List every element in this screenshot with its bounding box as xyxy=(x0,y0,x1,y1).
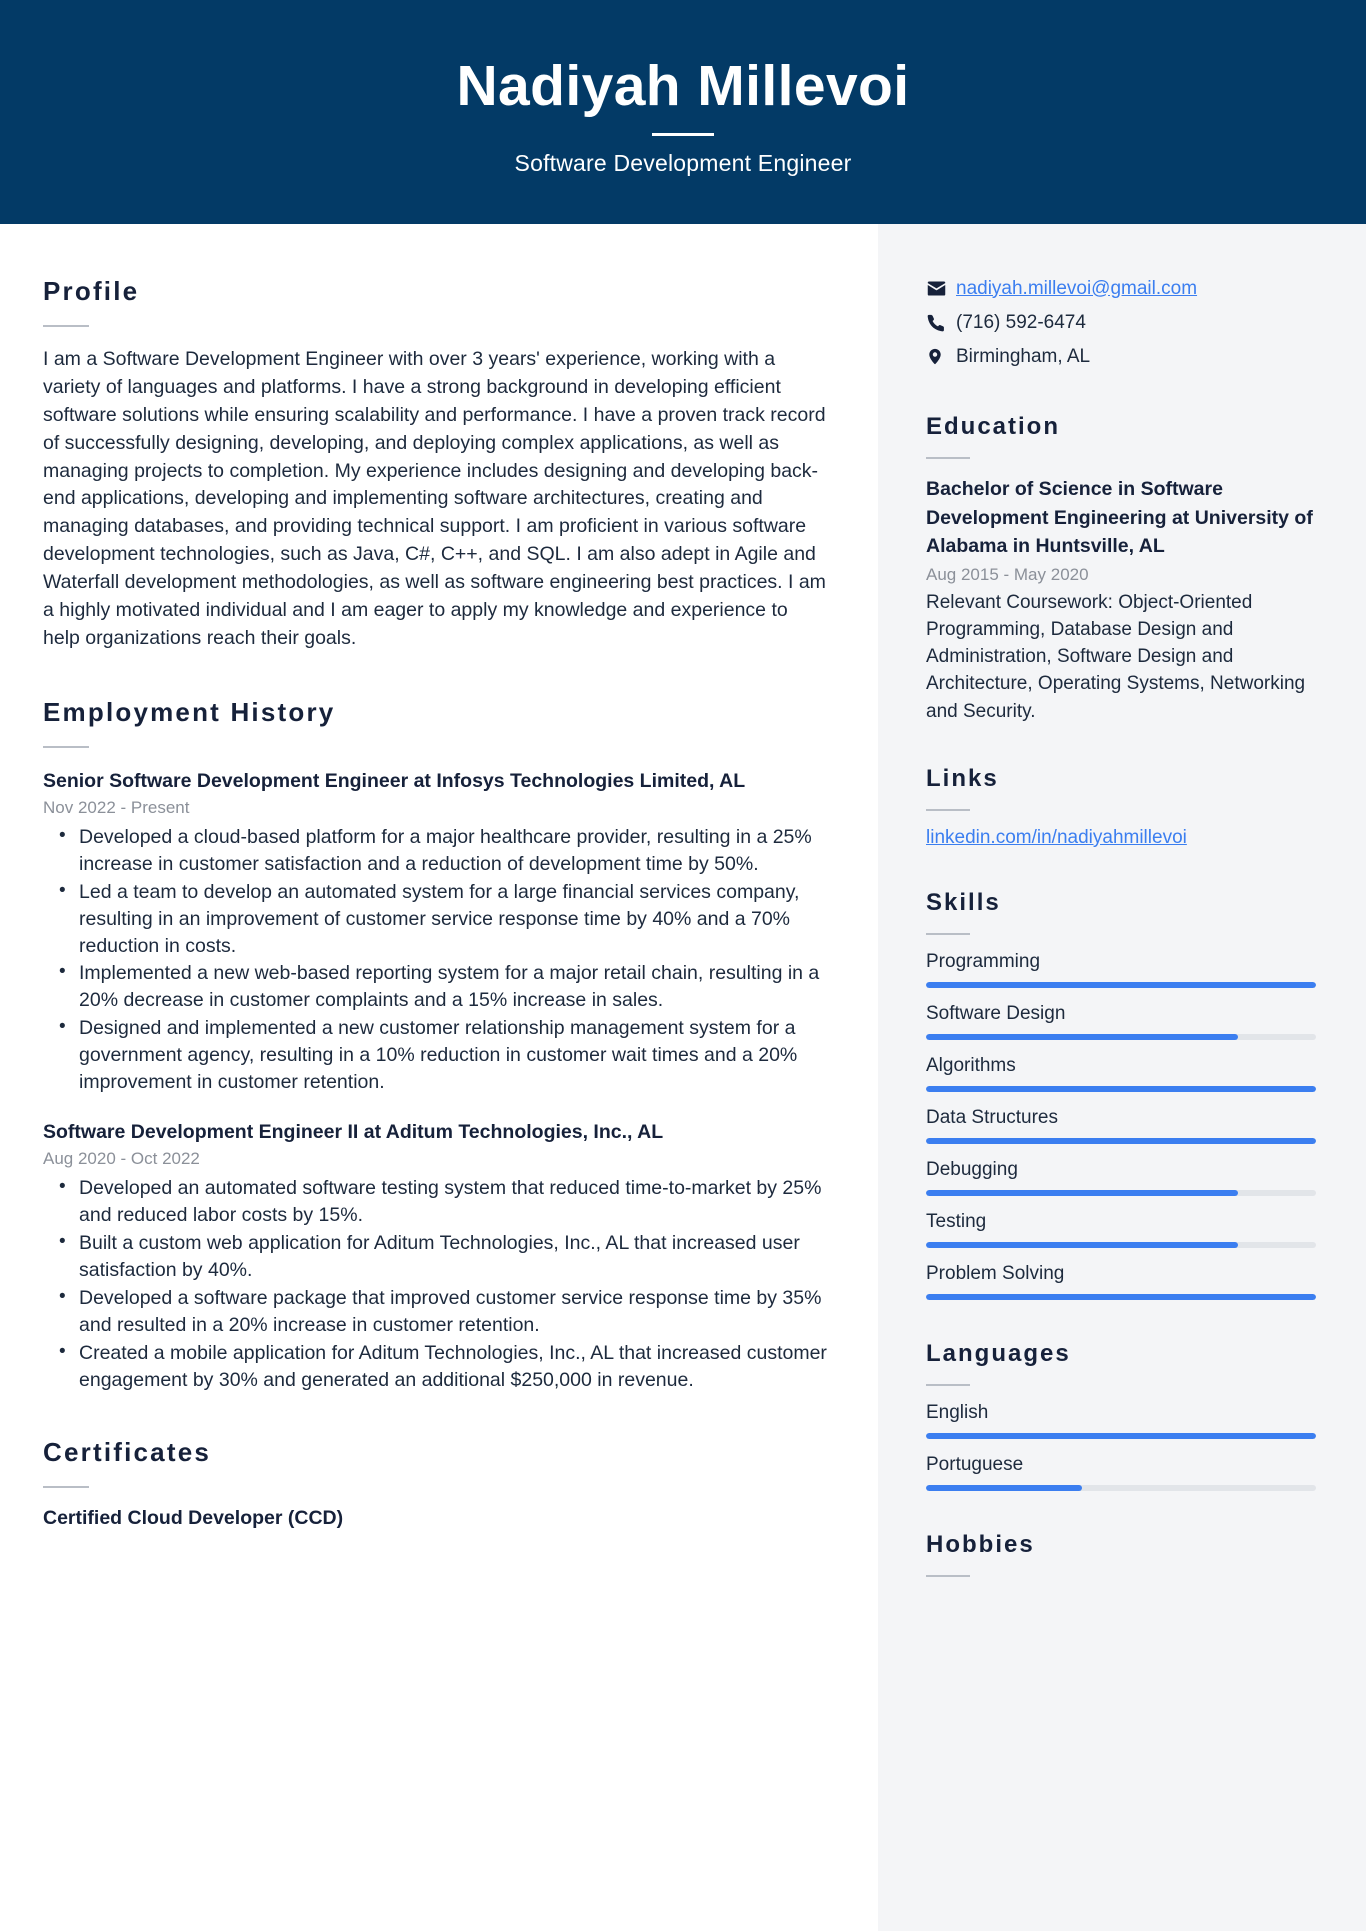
employment-entry xyxy=(43,767,828,1096)
section-languages xyxy=(926,1340,1316,1491)
main-column xyxy=(0,224,878,1931)
section-rule xyxy=(926,1384,970,1386)
employment-title: Senior Software Development Engineer at Infosys Technologies Limited, AL xyxy=(43,769,746,792)
employment-bullet-list xyxy=(43,824,828,1096)
skill-label: Debugging xyxy=(926,1158,1018,1180)
language-label: English xyxy=(926,1401,989,1423)
skill-meter xyxy=(926,1190,1316,1196)
section-rule xyxy=(43,325,89,327)
section-rule xyxy=(926,1575,970,1577)
skill-meter-fill xyxy=(926,982,1316,988)
education-dates: Aug 2015 - May 2020 xyxy=(926,564,1089,584)
language-meter-fill xyxy=(926,1433,1316,1439)
skill-row xyxy=(926,1003,1316,1040)
contact-location-text: Birmingham, AL xyxy=(956,345,1091,367)
employment-bullet-list xyxy=(43,1175,828,1393)
language-label: Portuguese xyxy=(926,1453,1024,1475)
skill-row xyxy=(926,1107,1316,1144)
section-rule xyxy=(43,1486,89,1488)
section-employment-history xyxy=(43,697,828,1394)
employment-dates: Aug 2020 - Oct 2022 xyxy=(43,1149,200,1169)
skill-meter-fill xyxy=(926,1294,1316,1300)
resume-header xyxy=(0,0,1366,224)
header-job-title: Software Development Engineer xyxy=(514,149,852,176)
list-item: • Led a team to develop an automated system for a large financial services company, resulting in an improvement of customer service response time by 40% and a 70% reduction in costs. xyxy=(43,879,828,960)
section-heading-certificates: Certificates xyxy=(43,1437,212,1468)
certificate-name: Certified Cloud Developer (CCD) xyxy=(43,1507,344,1530)
skill-label: Programming xyxy=(926,950,1041,972)
list-item: • Developed a software package that improved customer service response time by 35% and resulted in a 20% increase in customer retention. xyxy=(43,1285,828,1339)
sidebar-column xyxy=(878,224,1366,1931)
skill-meter-fill xyxy=(926,1138,1316,1144)
contact-list xyxy=(926,276,1316,369)
skill-meter-fill xyxy=(926,1034,1238,1040)
skill-label: Data Structures xyxy=(926,1106,1058,1128)
section-heading-employment: Employment History xyxy=(43,696,336,727)
list-item: • Designed and implemented a new customer relationship management system for a government agency, resulting in a 10% reduction in customer wait times and a 20% improvement in customer retention. xyxy=(43,1015,828,1096)
skill-row xyxy=(926,951,1316,988)
list-item: • Developed a cloud-based platform for a major healthcare provider, resulting in a 25% increase in customer satisfaction and a reduction of development time by 50%. xyxy=(43,824,828,878)
phone-icon xyxy=(926,313,952,333)
skill-meter-fill xyxy=(926,1242,1238,1248)
contact-row-email xyxy=(926,276,1316,301)
section-skills xyxy=(926,889,1316,1300)
skill-meter xyxy=(926,1034,1316,1040)
list-item: • Created a mobile application for Aditum Technologies, Inc., AL that increased customer engagement by 30% and generated an additional $250,000 in revenue. xyxy=(43,1340,828,1394)
employment-title: Software Development Engineer II at Aditum Technologies, Inc., AL xyxy=(43,1120,664,1143)
list-item: • Developed an automated software testing system that reduced time-to-market by 25% and reduced labor costs by 15%. xyxy=(43,1175,828,1229)
header-divider xyxy=(652,133,714,136)
skill-meter xyxy=(926,1138,1316,1144)
skill-label: Testing xyxy=(926,1210,987,1232)
education-degree: Bachelor of Science in Software Development Engineering at University of Alabama in Huntsville, AL xyxy=(926,478,1313,558)
language-meter xyxy=(926,1485,1316,1491)
skill-row xyxy=(926,1055,1316,1092)
skill-meter xyxy=(926,982,1316,988)
section-rule xyxy=(926,933,970,935)
section-links xyxy=(926,765,1316,849)
language-row xyxy=(926,1454,1316,1491)
language-row xyxy=(926,1402,1316,1439)
skill-meter-fill xyxy=(926,1086,1316,1092)
section-hobbies xyxy=(926,1531,1316,1577)
resume-body xyxy=(0,224,1366,1931)
language-meter xyxy=(926,1433,1316,1439)
skill-label: Algorithms xyxy=(926,1054,1016,1076)
skill-meter xyxy=(926,1086,1316,1092)
section-certificates xyxy=(43,1437,828,1530)
list-item: • Implemented a new web-based reporting system for a major retail chain, resulting in a 20% decrease in customer complaints and a 15% increase in sales. xyxy=(43,960,828,1014)
section-heading-skills: Skills xyxy=(926,888,1001,916)
skill-row xyxy=(926,1211,1316,1248)
section-heading-hobbies: Hobbies xyxy=(926,1530,1035,1558)
profile-text: I am a Software Development Engineer with over 3 years' experience, working with a variety of languages and platforms. I have a strong background in developing efficient software solutions while ensuring scalability and performance. I have a proven track record of successfully designing, developing, and deploying complex applications, as well as managing projects to completion. My experience includes designing and developing back-end applications, developing and implementing software architectures, creating and managing databases, and providing technical support. I am proficient in various software development technologies, such as Java, C#, C++, and SQL. I am also adept in Agile and Waterfall development methodologies, as well as software engineering best practices. I am a highly motivated individual and I am eager to apply my knowledge and experience to help organizations reach their goals. xyxy=(43,348,826,649)
skill-label: Problem Solving xyxy=(926,1262,1065,1284)
section-heading-education: Education xyxy=(926,413,1061,440)
contact-row-phone xyxy=(926,310,1316,335)
section-rule xyxy=(926,809,970,811)
link-linkedin[interactable]: linkedin.com/in/nadiyahmillevoi xyxy=(926,826,1187,848)
section-heading-profile: Profile xyxy=(43,276,140,306)
skill-label: Software Design xyxy=(926,1002,1066,1024)
section-education xyxy=(926,413,1316,725)
skill-meter xyxy=(926,1294,1316,1300)
language-meter-fill xyxy=(926,1485,1082,1491)
employment-entry xyxy=(43,1118,828,1394)
section-heading-links: Links xyxy=(926,764,999,792)
skill-row xyxy=(926,1159,1316,1196)
map-pin-icon xyxy=(926,346,952,367)
list-item: • Built a custom web application for Aditum Technologies, Inc., AL that increased user satisfaction by 40%. xyxy=(43,1230,828,1284)
section-heading-languages: Languages xyxy=(926,1339,1071,1367)
section-profile xyxy=(43,276,828,653)
contact-row-location xyxy=(926,344,1316,369)
contact-phone-text: (716) 592-6474 xyxy=(956,311,1086,333)
education-description: Relevant Coursework: Object-Oriented Programming, Database Design and Administration, Software Design and Architecture, Operating Systems, Networking and Security. xyxy=(926,591,1306,722)
envelope-icon xyxy=(926,278,952,299)
skill-meter xyxy=(926,1242,1316,1248)
contact-email-link[interactable]: nadiyah.millevoi@gmail.com xyxy=(956,277,1198,299)
employment-dates: Nov 2022 - Present xyxy=(43,797,190,817)
page-title: Nadiyah Millevoi xyxy=(456,54,910,119)
section-rule xyxy=(43,746,89,748)
skill-row xyxy=(926,1263,1316,1300)
skill-meter-fill xyxy=(926,1190,1238,1196)
section-rule xyxy=(926,457,970,459)
